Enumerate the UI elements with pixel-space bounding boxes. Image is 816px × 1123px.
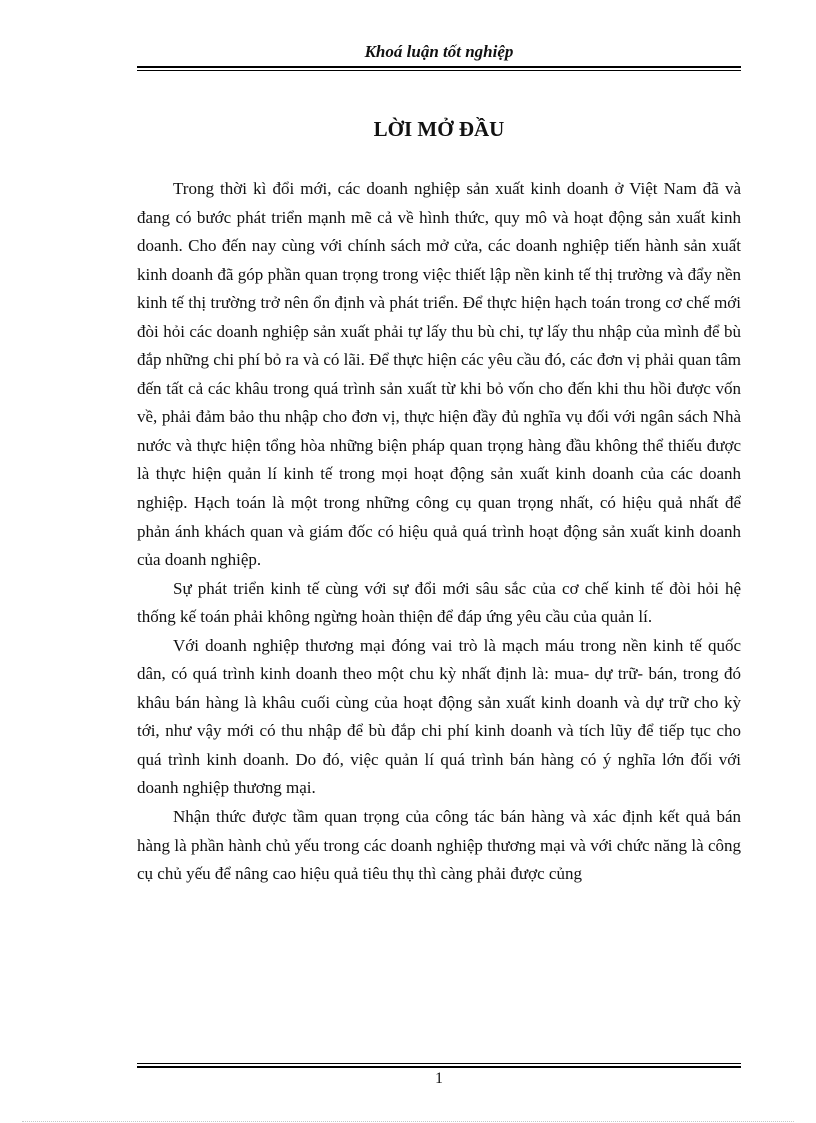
document-body (137, 175, 741, 889)
header-rule (137, 66, 741, 68)
page-edge (22, 1121, 794, 1122)
paragraph-1: Trong thời kì đổi mới, các doanh nghiệp sản xuất kinh doanh ở Việt Nam đã và đang có bước phát triển mạnh mẽ cả về hình thức, quy mô và hoạt động sản xuất kinh doanh. Cho đến nay cùng với chính sách mở cửa, các doanh nghiệp tiến hành sản xuất kinh doanh đã góp phần quan trọng trong việc thiết lập nền kinh tế thị trường và đẩy nền kinh tế thị trường trở nên ổn định và phát triển. Để thực hiện hạch toán trong cơ chế mới đòi hỏi các doanh nghiệp sản xuất phải tự lấy thu bù chi, tự lấy thu nhập của mình để bù đắp những chi phí bỏ ra và có lãi. Để thực hiện các yêu cầu đó, các đơn vị phải quan tâm đến tất cả các khâu trong quá trình sản xuất từ khi bỏ vốn cho đến khi thu hồi được vốn về, phải đảm bảo thu nhập cho đơn vị, thực hiện đầy đủ nghĩa vụ đối với ngân sách Nhà nước và thực hiện tổng hòa những biện pháp quan trọng hàng đầu không thể thiếu được là thực hiện quản lí kinh tế trong mọi hoạt động sản xuất kinh doanh của các doanh nghiệp. Hạch toán là một trong những công cụ quan trọng nhất, có hiệu quả nhất để phản ánh khách quan và giám đốc có hiệu quả quá trình hoạt động sản xuất kinh doanh của doanh nghiệp. (137, 179, 741, 570)
document-heading: LỜI MỞ ĐẦU (373, 117, 505, 141)
footer-rule-thin (137, 1063, 741, 1064)
paragraph-4: Nhận thức được tầm quan trọng của công tác bán hàng và xác định kết quả bán hàng là phần hành chủ yếu trong các doanh nghiệp thương mại và với chức năng là công cụ chủ yếu để nâng cao hiệu quả tiêu thụ thì càng phải được củng (137, 807, 741, 884)
paragraph-3: Với doanh nghiệp thương mại đóng vai trò là mạch máu trong nền kinh tế quốc dân, có quá trình kinh doanh theo một chu kỳ nhất định là: mua- dự trữ- bán, trong đó khâu bán hàng là khâu cuối cùng của hoạt động sản xuất kinh doanh và dự trữ cho kỳ tới, như vậy mới có thu nhập để bù đắp chi phí kinh doanh và tích lũy để tiếp tục cho quá trình kinh doanh. Do đó, việc quản lí quá trình bán hàng có ý nghĩa lớn đối với doanh nghiệp thương mại. (137, 635, 741, 798)
paragraph-2: Sự phát triển kinh tế cùng với sự đổi mới sâu sắc của cơ chế kinh tế đòi hỏi hệ thống kế toán phải không ngừng hoàn thiện để đáp ứng yêu cầu của quản lí. (137, 578, 741, 627)
page-header-title: Khoá luận tốt nghiệp (364, 42, 514, 61)
page-number: 1 (435, 1070, 443, 1087)
header-rule-thin (137, 70, 741, 71)
footer-rule (137, 1066, 741, 1068)
